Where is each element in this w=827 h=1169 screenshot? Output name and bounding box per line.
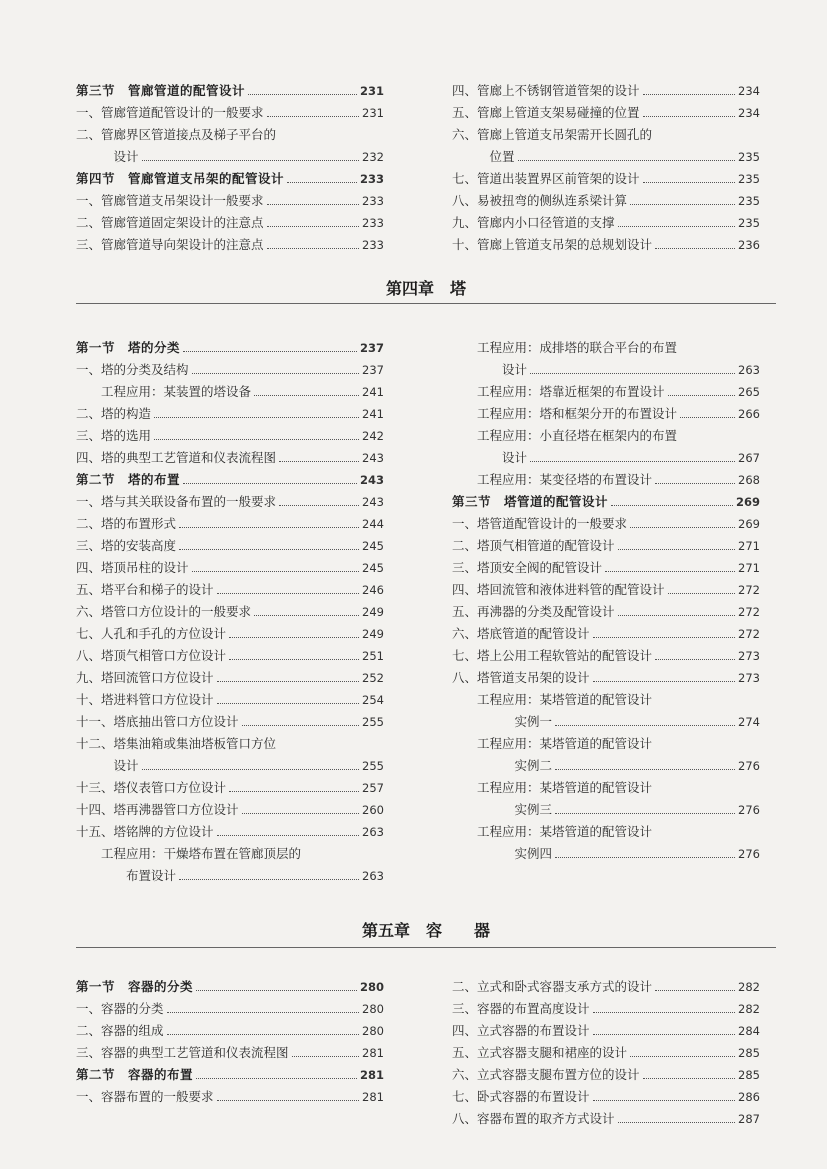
toc-entry-title: 六、塔底管道的配管设计 (452, 626, 590, 641)
toc-entry-title: 二、管廊界区管道接点及梯子平台的 (76, 127, 277, 142)
toc-entry-title: 四、塔回流管和液体进料管的配管设计 (452, 582, 665, 597)
toc-page-number: 284 (738, 1024, 760, 1038)
toc-page-number: 246 (362, 583, 384, 597)
toc-entry-title: 十三、塔仪表管口方位设计 (76, 780, 227, 795)
toc-entry-title: 三、塔的安装高度 (76, 538, 177, 553)
toc-dot-leader (630, 204, 735, 205)
toc-dot-leader (618, 226, 736, 227)
toc-dot-leader (217, 835, 360, 836)
toc-entry[interactable] (76, 799, 384, 821)
toc-page-number: 263 (362, 825, 384, 839)
toc-page-number: 252 (362, 671, 384, 685)
toc-dot-leader (655, 248, 735, 249)
toc-entry[interactable] (452, 425, 760, 447)
toc-entry[interactable] (76, 102, 384, 124)
toc-entry-title: 三、塔的选用 (76, 428, 152, 443)
chapter-five-title: 第五章 容 器 (361, 921, 490, 940)
toc-entry-title: 工程应用：某塔管道的配管设计 (477, 824, 653, 839)
toc-page-number: 243 (362, 451, 384, 465)
toc-page-number: 260 (362, 803, 384, 817)
toc-page-number: 257 (362, 781, 384, 795)
toc-dot-leader (192, 571, 360, 572)
toc-entry[interactable] (76, 821, 384, 843)
toc-entry[interactable] (452, 689, 760, 711)
toc-entry-title: 实例三 (514, 802, 553, 817)
toc-entry[interactable] (76, 689, 384, 711)
toc-entry-title: 工程应用：塔靠近框架的布置设计 (477, 384, 665, 399)
toc-page-number: 255 (362, 759, 384, 773)
toc-page-number: 263 (738, 363, 760, 377)
toc-entry[interactable] (452, 557, 760, 579)
toc-entry-title: 十五、塔铭牌的方位设计 (76, 824, 214, 839)
toc-dot-leader (192, 373, 360, 374)
toc-dot-leader (555, 857, 735, 858)
toc-dot-leader (167, 1034, 360, 1035)
toc-entry[interactable] (76, 557, 384, 579)
toc-entry-title: 第四节 管廊管道支吊架的配管设计 (76, 171, 285, 186)
toc-page-number: 271 (738, 539, 760, 553)
toc-entry[interactable] (76, 1086, 384, 1108)
toc-dot-leader (217, 593, 360, 594)
toc-page-number: 276 (738, 759, 760, 773)
toc-section-entry[interactable] (76, 80, 384, 102)
toc-entry[interactable] (76, 425, 384, 447)
toc-page-number: 273 (738, 671, 760, 685)
toc-entry[interactable] (452, 821, 760, 843)
toc-entry-title: 工程应用：某变径塔的布置设计 (477, 472, 653, 487)
toc-entry-title: 四、管廊上不锈钢管道管架的设计 (452, 83, 640, 98)
toc-dot-leader (643, 94, 736, 95)
toc-entry[interactable] (452, 843, 760, 865)
toc-page-number: 282 (738, 980, 760, 994)
toc-page-number: 251 (362, 649, 384, 663)
toc-dot-leader (196, 1078, 357, 1079)
toc-page-number: 282 (738, 1002, 760, 1016)
toc-entry-title: 位置 (489, 149, 515, 164)
toc-entry[interactable] (76, 843, 384, 865)
toc-page-number: 233 (362, 216, 384, 230)
toc-page-number: 235 (738, 216, 760, 230)
toc-entry-title: 五、立式容器支腿和裙座的设计 (452, 1045, 628, 1060)
toc-dot-leader (530, 373, 735, 374)
toc-page-number: 234 (738, 106, 760, 120)
toc-page-number: 249 (362, 605, 384, 619)
toc-section-entry[interactable] (76, 976, 384, 998)
toc-page-number: 249 (362, 627, 384, 641)
toc-entry[interactable] (452, 777, 760, 799)
toc-entry-title: 工程应用：干燥塔布置在管廊顶层的 (101, 846, 302, 861)
toc-entry-title: 七、卧式容器的布置设计 (452, 1089, 590, 1104)
toc-dot-leader (618, 615, 736, 616)
toc-entry[interactable] (452, 469, 760, 491)
toc-entry-title: 四、立式容器的布置设计 (452, 1023, 590, 1038)
toc-dot-leader (179, 879, 359, 880)
toc-page-number: 243 (362, 495, 384, 509)
toc-dot-leader (217, 703, 360, 704)
toc-page-number: 244 (362, 517, 384, 531)
toc-dot-leader (267, 204, 360, 205)
toc-entry[interactable] (76, 755, 384, 777)
toc-entry[interactable] (452, 234, 760, 256)
toc-entry-title: 八、塔顶气相管口方位设计 (76, 648, 227, 663)
toc-dot-leader (154, 439, 359, 440)
toc-entry[interactable] (76, 645, 384, 667)
toc-entry-title: 第二节 容器的布置 (76, 1067, 194, 1082)
chapter-four-title: 第四章 塔 (385, 279, 466, 298)
toc-page-number: 286 (738, 1090, 760, 1104)
toc-dot-leader (593, 1034, 736, 1035)
toc-entry[interactable] (452, 535, 760, 557)
toc-entry-title: 一、塔管道配管设计的一般要求 (452, 516, 628, 531)
toc-entry-title: 十、管廊上管道支吊架的总规划设计 (452, 237, 653, 252)
toc-dot-leader (630, 1056, 735, 1057)
toc-dot-leader (217, 681, 360, 682)
toc-dot-leader (183, 351, 357, 352)
toc-entry[interactable] (452, 1108, 760, 1130)
toc-page-number: 255 (362, 715, 384, 729)
toc-entry-title: 八、容器布置的取齐方式设计 (452, 1111, 615, 1126)
toc-entry[interactable] (76, 579, 384, 601)
toc-entry[interactable] (452, 579, 760, 601)
toc-page-number: 274 (738, 715, 760, 729)
toc-entry[interactable] (76, 212, 384, 234)
toc-page-number: 263 (362, 869, 384, 883)
toc-entry[interactable] (452, 623, 760, 645)
toc-entry-title: 工程应用：某塔管道的配管设计 (477, 736, 653, 751)
toc-page-number: 231 (359, 84, 384, 98)
toc-entry-title: 九、管廊内小口径管道的支撑 (452, 215, 615, 230)
toc-page-number: 273 (738, 649, 760, 663)
toc-dot-leader (555, 725, 735, 726)
toc-dot-leader (154, 417, 359, 418)
toc-entry-title: 十二、塔集油箱或集油塔板管口方位 (76, 736, 277, 751)
toc-dot-leader (267, 116, 360, 117)
toc-dot-leader (655, 990, 735, 991)
toc-page-number: 237 (362, 363, 384, 377)
toc-entry[interactable] (76, 146, 384, 168)
toc-dot-leader (229, 637, 359, 638)
toc-entry-title: 五、塔平台和梯子的设计 (76, 582, 214, 597)
toc-entry[interactable] (452, 1020, 760, 1042)
toc-entry-title: 九、塔回流管口方位设计 (76, 670, 214, 685)
toc-page-number: 232 (362, 150, 384, 164)
toc-entry[interactable] (76, 1020, 384, 1042)
toc-entry-title: 一、管廊管道配管设计的一般要求 (76, 105, 264, 120)
toc-page-number: 231 (362, 106, 384, 120)
toc-page-number: 267 (738, 451, 760, 465)
toc-entry-title: 工程应用：某装置的塔设备 (101, 384, 252, 399)
toc-page-number: 265 (738, 385, 760, 399)
toc-dot-leader (593, 1012, 736, 1013)
toc-entry[interactable] (452, 168, 760, 190)
toc-entry[interactable] (452, 1042, 760, 1064)
toc-page-number: 234 (738, 84, 760, 98)
toc-entry-title: 十一、塔底抽出管口方位设计 (76, 714, 239, 729)
toc-section-entry[interactable] (76, 1064, 384, 1086)
toc-entry[interactable] (76, 381, 384, 403)
toc-dot-leader (287, 182, 357, 183)
toc-dot-leader (643, 116, 736, 117)
toc-dot-leader (267, 226, 360, 227)
toc-page-number: 242 (362, 429, 384, 443)
toc-dot-leader (179, 549, 359, 550)
toc-section-entry[interactable] (76, 469, 384, 491)
toc-entry-title: 七、塔上公用工程软管站的配管设计 (452, 648, 653, 663)
toc-page-number: 281 (362, 1090, 384, 1104)
toc-entry-title: 第三节 塔管道的配管设计 (452, 494, 609, 509)
toc-entry-title: 三、容器的典型工艺管道和仪表流程图 (76, 1045, 289, 1060)
toc-dot-leader (518, 160, 736, 161)
toc-dot-leader (292, 1056, 360, 1057)
toc-entry[interactable] (452, 124, 760, 146)
toc-entry[interactable] (452, 998, 760, 1020)
toc-entry-title: 第二节 塔的布置 (76, 472, 181, 487)
toc-entry-title: 工程应用：小直径塔在框架内的布置 (477, 428, 678, 443)
toc-entry[interactable] (452, 146, 760, 168)
toc-entry[interactable] (76, 711, 384, 733)
toc-dot-leader (179, 527, 359, 528)
toc-entry[interactable] (452, 381, 760, 403)
toc-entry-title: 一、管廊管道支吊架设计一般要求 (76, 193, 264, 208)
toc-dot-leader (254, 615, 359, 616)
toc-entry-title: 工程应用：塔和框架分开的布置设计 (477, 406, 678, 421)
toc-page-number: 276 (738, 847, 760, 861)
toc-entry[interactable] (452, 1086, 760, 1108)
toc-entry[interactable] (452, 190, 760, 212)
toc-page-number: 235 (738, 172, 760, 186)
toc-entry-title: 五、再沸器的分类及配管设计 (452, 604, 615, 619)
toc-entry-title: 设计 (113, 758, 139, 773)
toc-dot-leader (618, 1122, 736, 1123)
toc-dot-leader (605, 571, 735, 572)
toc-page-number: 280 (362, 1002, 384, 1016)
toc-entry[interactable] (452, 733, 760, 755)
toc-entry[interactable] (452, 645, 760, 667)
toc-page-number: 268 (738, 473, 760, 487)
toc-page-number: 285 (738, 1068, 760, 1082)
toc-page-number: 236 (738, 238, 760, 252)
toc-dot-leader (167, 1012, 360, 1013)
toc-dot-leader (618, 549, 736, 550)
toc-page-number: 269 (735, 495, 760, 509)
toc-dot-leader (655, 483, 735, 484)
toc-entry-title: 三、管廊管道导向架设计的注意点 (76, 237, 264, 252)
toc-entry-title: 六、立式容器支腿布置方位的设计 (452, 1067, 640, 1082)
toc-dot-leader (668, 593, 736, 594)
toc-page-number: 272 (738, 605, 760, 619)
toc-dot-leader (142, 769, 360, 770)
toc-page-number: 281 (362, 1046, 384, 1060)
toc-entry-title: 实例四 (514, 846, 553, 861)
toc-page-number: 243 (359, 473, 384, 487)
chapter-five-rule (76, 947, 776, 948)
toc-entry[interactable] (76, 667, 384, 689)
toc-entry-title: 六、塔管口方位设计的一般要求 (76, 604, 252, 619)
toc-entry-title: 六、管廊上管道支吊架需开长圆孔的 (452, 127, 653, 142)
toc-page-number: 235 (738, 194, 760, 208)
toc-dot-leader (248, 94, 357, 95)
toc-entry-title: 一、容器布置的一般要求 (76, 1089, 214, 1104)
toc-entry-title: 七、管道出装置界区前管架的设计 (452, 171, 640, 186)
toc-page-number: 271 (738, 561, 760, 575)
toc-dot-leader (593, 681, 736, 682)
toc-entry-title: 二、塔的构造 (76, 406, 152, 421)
toc-dot-leader (279, 461, 359, 462)
toc-page-number: 254 (362, 693, 384, 707)
toc-dot-leader (183, 483, 357, 484)
toc-entry[interactable] (76, 777, 384, 799)
toc-entry[interactable] (76, 733, 384, 755)
toc-page-number: 285 (738, 1046, 760, 1060)
toc-dot-leader (593, 637, 736, 638)
toc-entry[interactable] (452, 1064, 760, 1086)
toc-dot-leader (593, 1100, 736, 1101)
toc-page-number: 237 (359, 341, 384, 355)
toc-entry-title: 第一节 塔的分类 (76, 340, 181, 355)
toc-entry[interactable] (452, 337, 760, 359)
toc-dot-leader (611, 505, 733, 506)
toc-entry-title: 十、塔进料管口方位设计 (76, 692, 214, 707)
toc-page-number: 233 (362, 194, 384, 208)
toc-entry-title: 设计 (502, 362, 528, 377)
toc-entry-title: 二、管廊管道固定架设计的注意点 (76, 215, 264, 230)
toc-dot-leader (643, 182, 736, 183)
toc-page-number: 280 (362, 1024, 384, 1038)
toc-entry-title: 第三节 管廊管道的配管设计 (76, 83, 246, 98)
toc-entry-title: 二、容器的组成 (76, 1023, 164, 1038)
toc-page-number: 235 (738, 150, 760, 164)
toc-entry-title: 实例一 (514, 714, 553, 729)
toc-section-entry[interactable] (76, 168, 384, 190)
toc-page-number: 233 (359, 172, 384, 186)
toc-entry-title: 二、塔顶气相管道的配管设计 (452, 538, 615, 553)
toc-dot-leader (217, 1100, 360, 1101)
toc-dot-leader (229, 659, 359, 660)
toc-dot-leader (555, 769, 735, 770)
toc-page-number: 269 (738, 517, 760, 531)
toc-dot-leader (680, 417, 735, 418)
toc-entry-title: 四、塔的典型工艺管道和仪表流程图 (76, 450, 277, 465)
toc-section-entry[interactable] (452, 491, 760, 513)
toc-entry[interactable] (452, 755, 760, 777)
toc-dot-leader (267, 248, 360, 249)
toc-page-number: 276 (738, 803, 760, 817)
toc-entry[interactable] (452, 212, 760, 234)
toc-page-number: 272 (738, 627, 760, 641)
toc-entry-title: 二、立式和卧式容器支承方式的设计 (452, 979, 653, 994)
toc-entry[interactable] (76, 491, 384, 513)
toc-entry-title: 一、容器的分类 (76, 1001, 164, 1016)
toc-entry-title: 八、易被扭弯的侧纵连系梁计算 (452, 193, 628, 208)
toc-entry-title: 三、塔顶安全阀的配管设计 (452, 560, 603, 575)
toc-entry[interactable] (76, 865, 384, 887)
toc-entry[interactable] (452, 601, 760, 623)
toc-entry-title: 设计 (502, 450, 528, 465)
toc-page-number: 241 (362, 385, 384, 399)
toc-section-entry[interactable] (76, 337, 384, 359)
toc-entry-title: 工程应用：某塔管道的配管设计 (477, 692, 653, 707)
toc-page-number: 241 (362, 407, 384, 421)
toc-entry[interactable] (76, 403, 384, 425)
toc-entry-title: 十四、塔再沸器管口方位设计 (76, 802, 239, 817)
toc-dot-leader (229, 791, 359, 792)
toc-page-number: 245 (362, 539, 384, 553)
toc-entry-title: 七、人孔和手孔的方位设计 (76, 626, 227, 641)
toc-dot-leader (655, 659, 735, 660)
toc-dot-leader (555, 813, 735, 814)
toc-dot-leader (242, 813, 360, 814)
toc-entry[interactable] (452, 447, 760, 469)
toc-entry[interactable] (76, 623, 384, 645)
toc-entry[interactable] (76, 234, 384, 256)
chapter-four-rule (76, 303, 776, 304)
toc-entry[interactable] (76, 447, 384, 469)
toc-dot-leader (668, 395, 736, 396)
toc-entry[interactable] (76, 998, 384, 1020)
toc-entry[interactable] (76, 513, 384, 535)
toc-dot-leader (530, 461, 735, 462)
toc-entry-title: 三、容器的布置高度设计 (452, 1001, 590, 1016)
toc-entry-title: 一、塔与其关联设备布置的一般要求 (76, 494, 277, 509)
toc-dot-leader (196, 990, 357, 991)
toc-entry[interactable] (452, 667, 760, 689)
toc-entry-title: 二、塔的布置形式 (76, 516, 177, 531)
toc-entry[interactable] (452, 359, 760, 381)
toc-entry[interactable] (452, 403, 760, 425)
toc-page-number: 280 (359, 980, 384, 994)
toc-page-number: 272 (738, 583, 760, 597)
toc-page-number: 281 (359, 1068, 384, 1082)
toc-entry[interactable] (76, 535, 384, 557)
toc-page-number: 233 (362, 238, 384, 252)
toc-page-number: 266 (738, 407, 760, 421)
toc-dot-leader (279, 505, 359, 506)
toc-page-number: 287 (738, 1112, 760, 1126)
toc-entry-title: 工程应用：成排塔的联合平台的布置 (477, 340, 678, 355)
toc-entry-title: 实例二 (514, 758, 553, 773)
toc-entry-title: 一、塔的分类及结构 (76, 362, 189, 377)
toc-dot-leader (630, 527, 735, 528)
toc-entry[interactable] (452, 799, 760, 821)
toc-entry-title: 布置设计 (126, 868, 177, 883)
toc-entry[interactable] (452, 513, 760, 535)
toc-entry-title: 四、塔顶吊柱的设计 (76, 560, 189, 575)
toc-page-number: 245 (362, 561, 384, 575)
toc-dot-leader (643, 1078, 736, 1079)
toc-entry[interactable] (76, 1042, 384, 1064)
toc-entry[interactable] (452, 711, 760, 733)
toc-entry[interactable] (452, 102, 760, 124)
toc-entry-title: 工程应用：某塔管道的配管设计 (477, 780, 653, 795)
toc-dot-leader (242, 725, 360, 726)
toc-entry[interactable] (452, 80, 760, 102)
toc-entry[interactable] (76, 601, 384, 623)
toc-entry[interactable] (76, 124, 384, 146)
toc-entry-title: 八、塔管道支吊架的设计 (452, 670, 590, 685)
toc-dot-leader (254, 395, 359, 396)
toc-entry[interactable] (452, 976, 760, 998)
toc-entry[interactable] (76, 190, 384, 212)
toc-entry-title: 第一节 容器的分类 (76, 979, 194, 994)
toc-entry[interactable] (76, 359, 384, 381)
toc-entry-title: 设计 (113, 149, 139, 164)
toc-entry-title: 五、管廊上管道支架易碰撞的位置 (452, 105, 640, 120)
toc-dot-leader (142, 160, 360, 161)
